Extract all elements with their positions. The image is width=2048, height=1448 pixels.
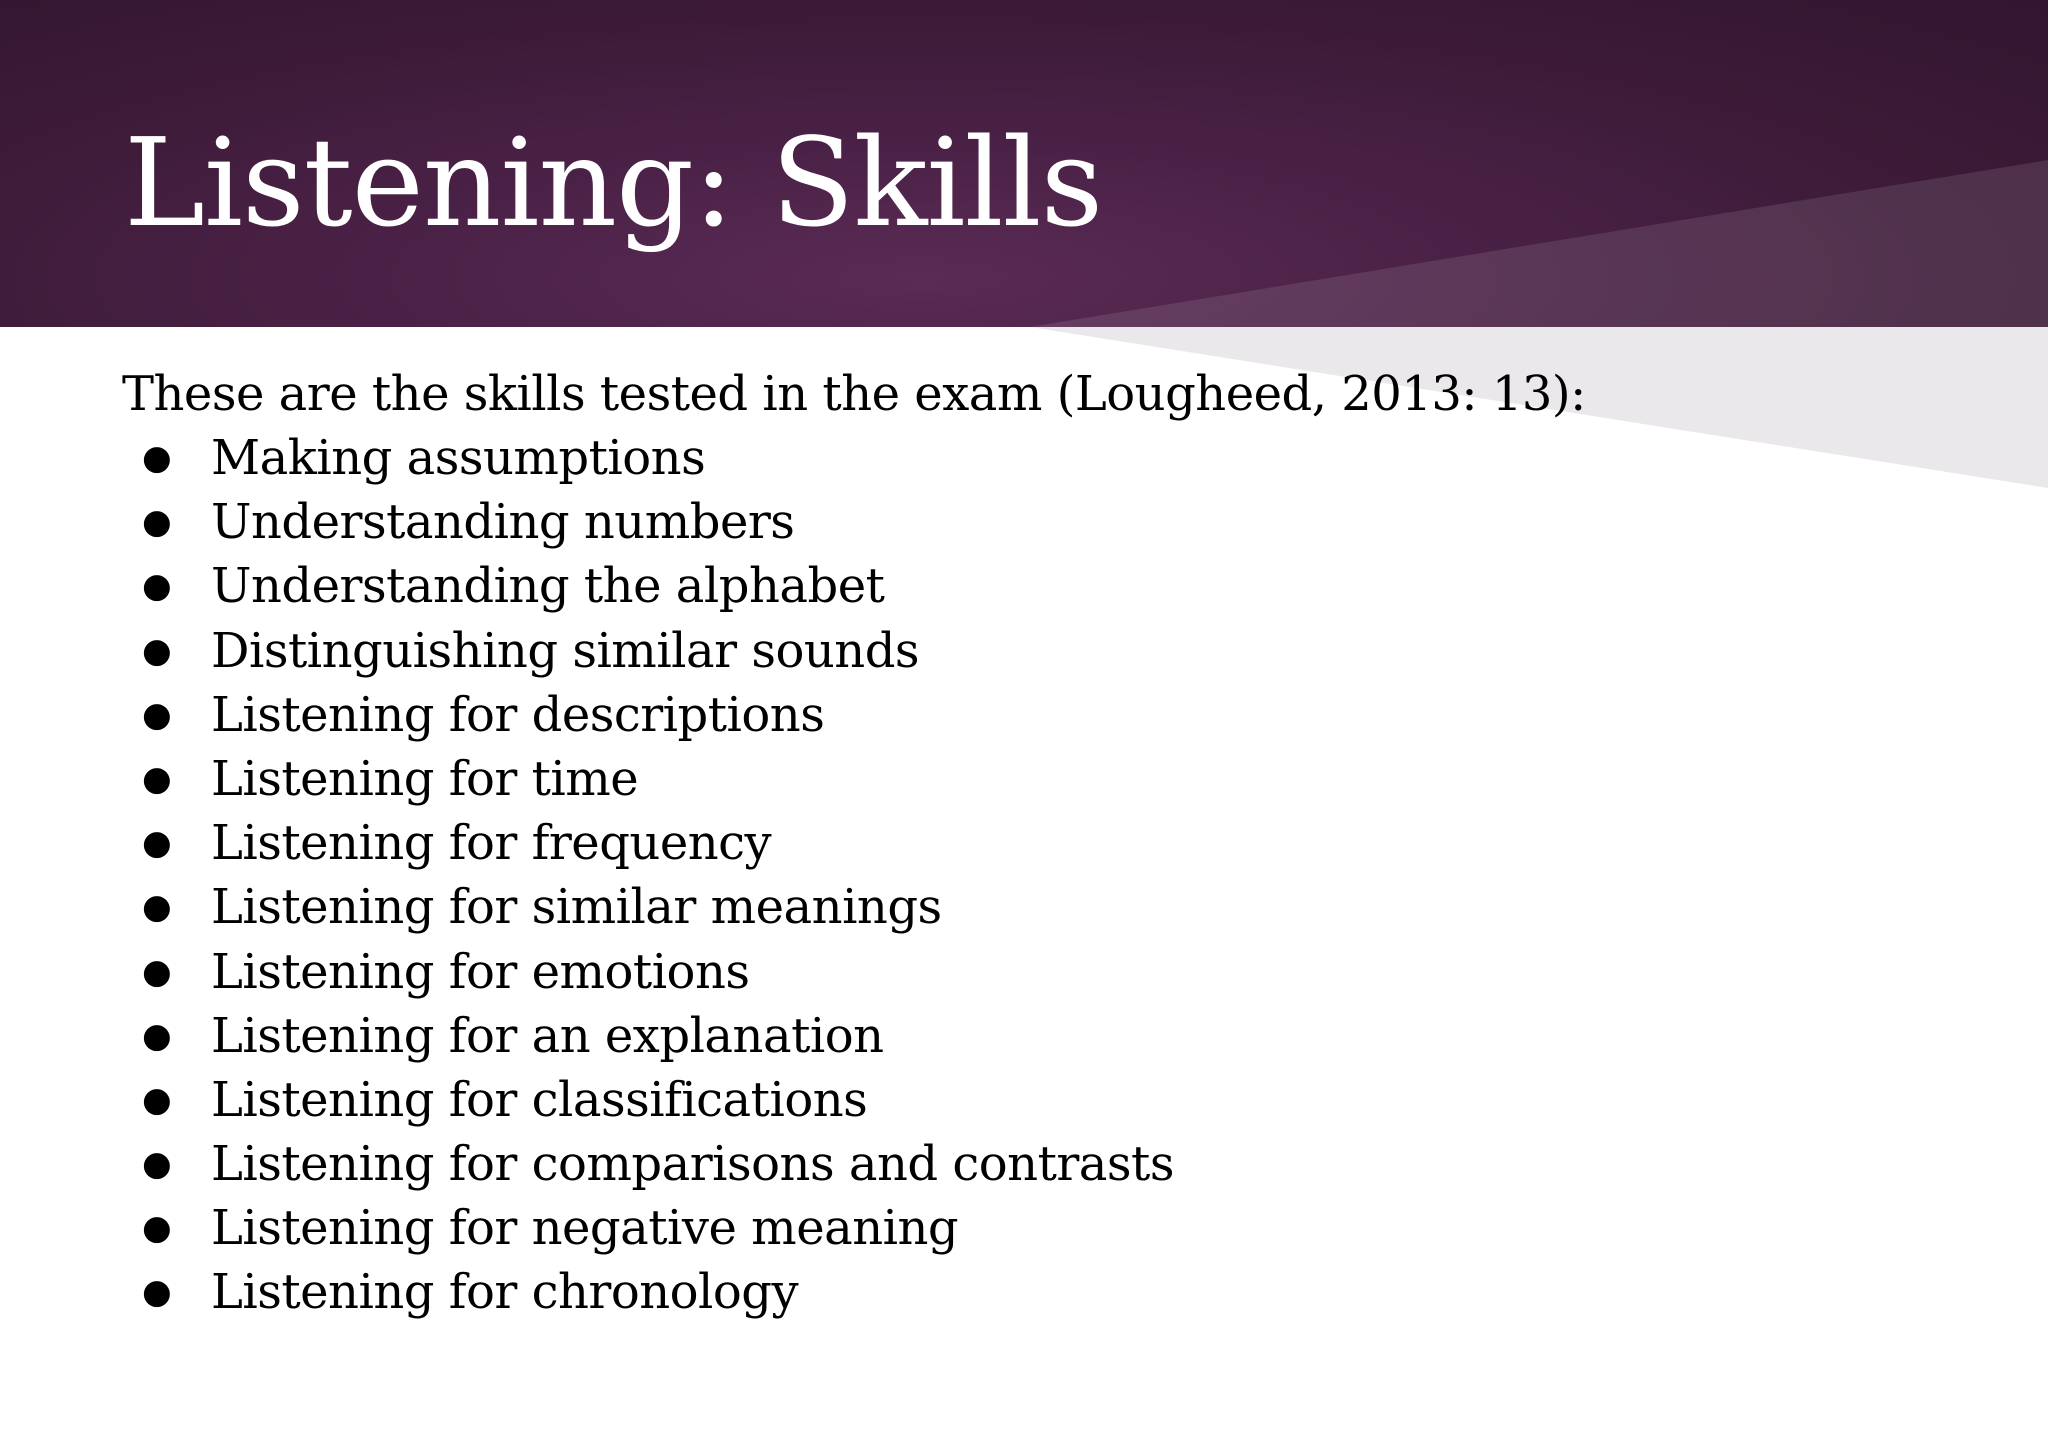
skill-label: Listening for classifications	[211, 1071, 868, 1128]
bullet-icon: ●	[142, 758, 172, 799]
intro-text: These are the skills tested in the exam (Lougheed, 2013: 13):	[122, 366, 1586, 422]
list-item	[122, 554, 1822, 618]
list-item	[122, 1132, 1822, 1196]
list-item	[122, 1260, 1822, 1324]
list-item	[122, 1196, 1822, 1260]
skill-label: Listening for emotions	[211, 943, 750, 1000]
bullet-icon: ●	[142, 694, 172, 735]
list-item	[122, 683, 1822, 747]
bullet-icon: ●	[142, 502, 172, 543]
bullet-icon: ●	[142, 1079, 172, 1120]
skill-label: Listening for an explanation	[211, 1007, 884, 1064]
skill-label: Distinguishing similar sounds	[211, 622, 920, 679]
bullet-icon: ●	[142, 1208, 172, 1249]
list-item	[122, 490, 1822, 554]
list-item	[122, 1004, 1822, 1068]
list-item	[122, 747, 1822, 811]
bullet-icon: ●	[142, 1144, 172, 1185]
skill-label: Understanding the alphabet	[211, 558, 885, 615]
list-item	[122, 940, 1822, 1004]
skill-label: Making assumptions	[211, 430, 706, 486]
slide-body	[122, 362, 1822, 1325]
skill-label: Understanding numbers	[211, 494, 795, 551]
bullet-icon: ●	[142, 887, 172, 928]
slide-title: Listening: Skills	[124, 112, 1103, 254]
bullet-icon: ●	[142, 438, 172, 478]
list-item	[122, 1068, 1822, 1132]
bullet-icon: ●	[142, 951, 172, 992]
list-item	[122, 875, 1822, 939]
list-item	[122, 811, 1822, 875]
skill-label: Listening for negative meaning	[211, 1200, 959, 1257]
list-item	[122, 426, 1822, 490]
bullet-icon: ●	[142, 1272, 172, 1313]
bullet-icon: ●	[142, 823, 172, 864]
skill-label: Listening for comparisons and contrasts	[211, 1136, 1174, 1193]
skills-list	[122, 426, 1822, 1325]
skill-label: Listening for descriptions	[211, 686, 825, 743]
bullet-icon: ●	[142, 566, 172, 607]
skill-label: Listening for time	[211, 750, 639, 807]
bullet-icon: ●	[142, 630, 172, 671]
bullet-icon: ●	[142, 1015, 172, 1056]
list-item	[122, 619, 1822, 683]
skill-label: Listening for chronology	[211, 1264, 799, 1321]
skill-label: Listening for frequency	[211, 815, 772, 872]
skill-label: Listening for similar meanings	[211, 879, 942, 936]
